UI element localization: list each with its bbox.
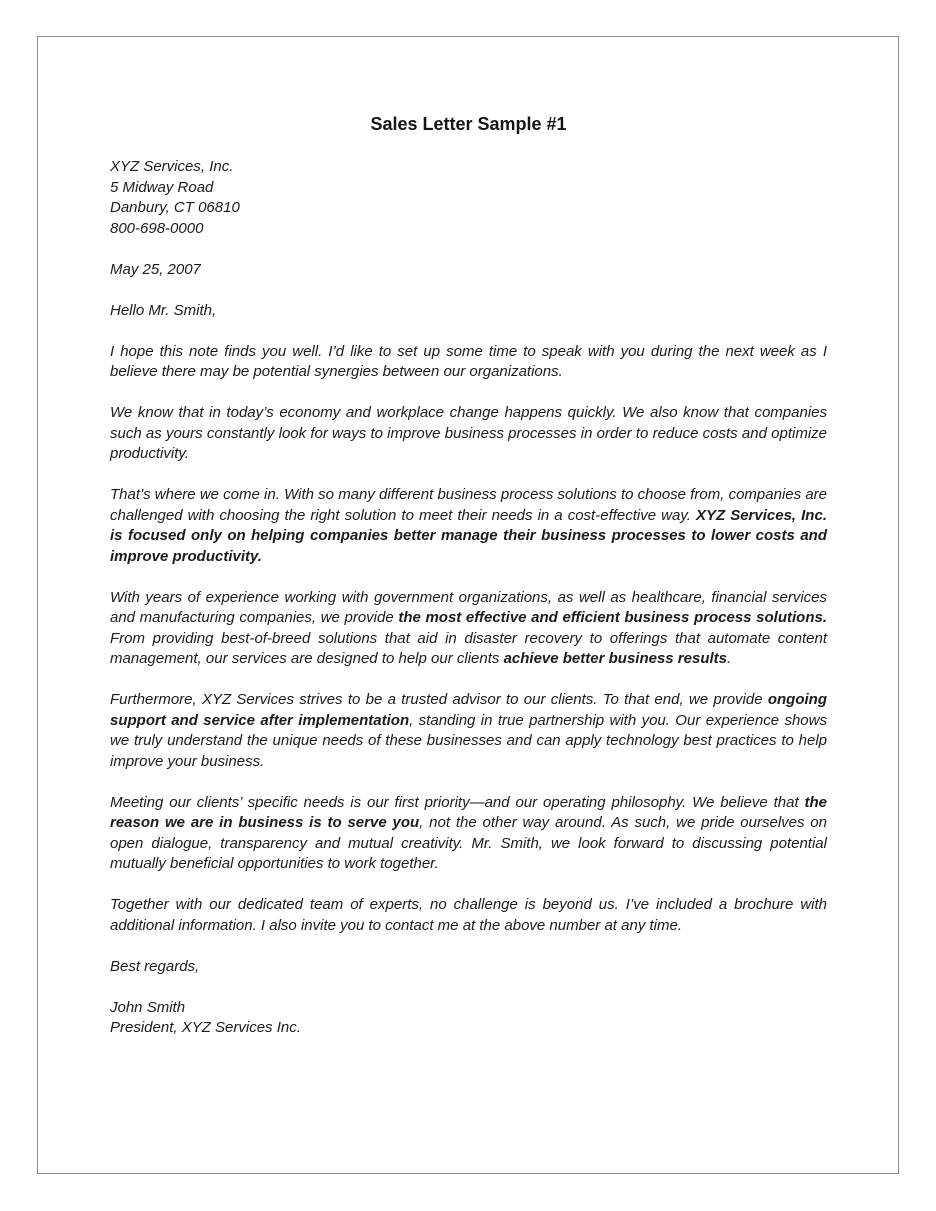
- paragraph-text-run: I hope this note finds you well. I’d like to set up some time to speak with you during the next week as I believe there may be potential synergies between our organizations.: [110, 342, 827, 380]
- paragraph-bold-run: ongoing support and service after implementation: [110, 691, 827, 729]
- paragraph-bold-run: the reason we are in business is to serve you: [110, 793, 827, 831]
- paragraph-bold-run: XYZ Services, Inc. is focused only on helping companies better manage their business processes to lower costs and improve productivity.: [110, 506, 827, 565]
- page-title: Sales Letter Sample #1: [370, 114, 567, 134]
- letter-paragraph: [110, 342, 827, 383]
- paragraph-text-run: We know that in today’s economy and workplace change happens quickly. We also know that companies such as yours constantly look for ways to improve business processes in order to reduce costs and optimize productivity.: [110, 404, 827, 462]
- paragraph-text-run: That’s where we come in. With so many different business process solutions to choose from, companies are challenged with choosing the right solution to meet their needs in a cost-effective way.: [110, 486, 827, 524]
- paragraph-bold-run: the most effective and efficient business process solutions.: [398, 609, 827, 626]
- paragraph-text-run: From providing best-of-breed solutions that aid in disaster recovery to offerings that automate content management, our services are designed to help our clients: [110, 629, 827, 667]
- sender-city-state-zip: Danbury, CT 06810: [110, 199, 240, 216]
- signature-block: [110, 998, 827, 1039]
- letter-date: May 25, 2007: [110, 260, 201, 278]
- paragraph-text-run: , not the other way around. As such, we pride ourselves on open dialogue, transparency and mutual creativity. Mr. Smith, we look forward to discussing potential mutually beneficial opportunities to work together.: [110, 814, 827, 872]
- letter-paragraph: [110, 895, 827, 936]
- letter-paragraph: [110, 690, 827, 772]
- letter-paragraph: [110, 793, 827, 875]
- signature-title: President, XYZ Services Inc.: [110, 1019, 301, 1036]
- paragraph-text-run: Together with our dedicated team of experts, no challenge is beyond us. I’ve included a brochure with additional information. I also invite you to contact me at the above number at any time.: [110, 896, 827, 934]
- letter-paragraph: [110, 485, 827, 567]
- paragraph-text-run: , standing in true partnership with you. Our experience shows we truly understand the unique needs of these businesses and can apply technology best practices to help improve your business.: [110, 711, 827, 770]
- paragraph-text-run: .: [727, 650, 732, 667]
- closing: Best regards,: [110, 957, 200, 975]
- salutation: Hello Mr. Smith,: [110, 301, 217, 319]
- sender-street: 5 Midway Road: [110, 178, 214, 196]
- page-border: [37, 36, 899, 1174]
- signature-name: John Smith: [110, 998, 186, 1016]
- paragraph-text-run: Meeting our clients’ specific needs is our first priority—and our operating philosophy. We believe that: [110, 793, 805, 811]
- sender-address-block: [110, 157, 827, 239]
- letter-paragraph: [110, 403, 827, 465]
- sender-company: XYZ Services, Inc.: [110, 158, 234, 175]
- paragraph-bold-run: achieve better business results: [503, 650, 727, 667]
- paragraph-text-run: With years of experience working with government organizations, as well as healthcare, financial services and manufacturing companies, we provide: [110, 588, 827, 626]
- paragraph-text-run: Furthermore, XYZ Services strives to be a trusted advisor to our clients. To that end, we provide: [110, 691, 768, 708]
- letter-paragraph: [110, 588, 827, 670]
- sender-phone: 800-698-0000: [110, 219, 204, 237]
- letter-body: [110, 342, 827, 937]
